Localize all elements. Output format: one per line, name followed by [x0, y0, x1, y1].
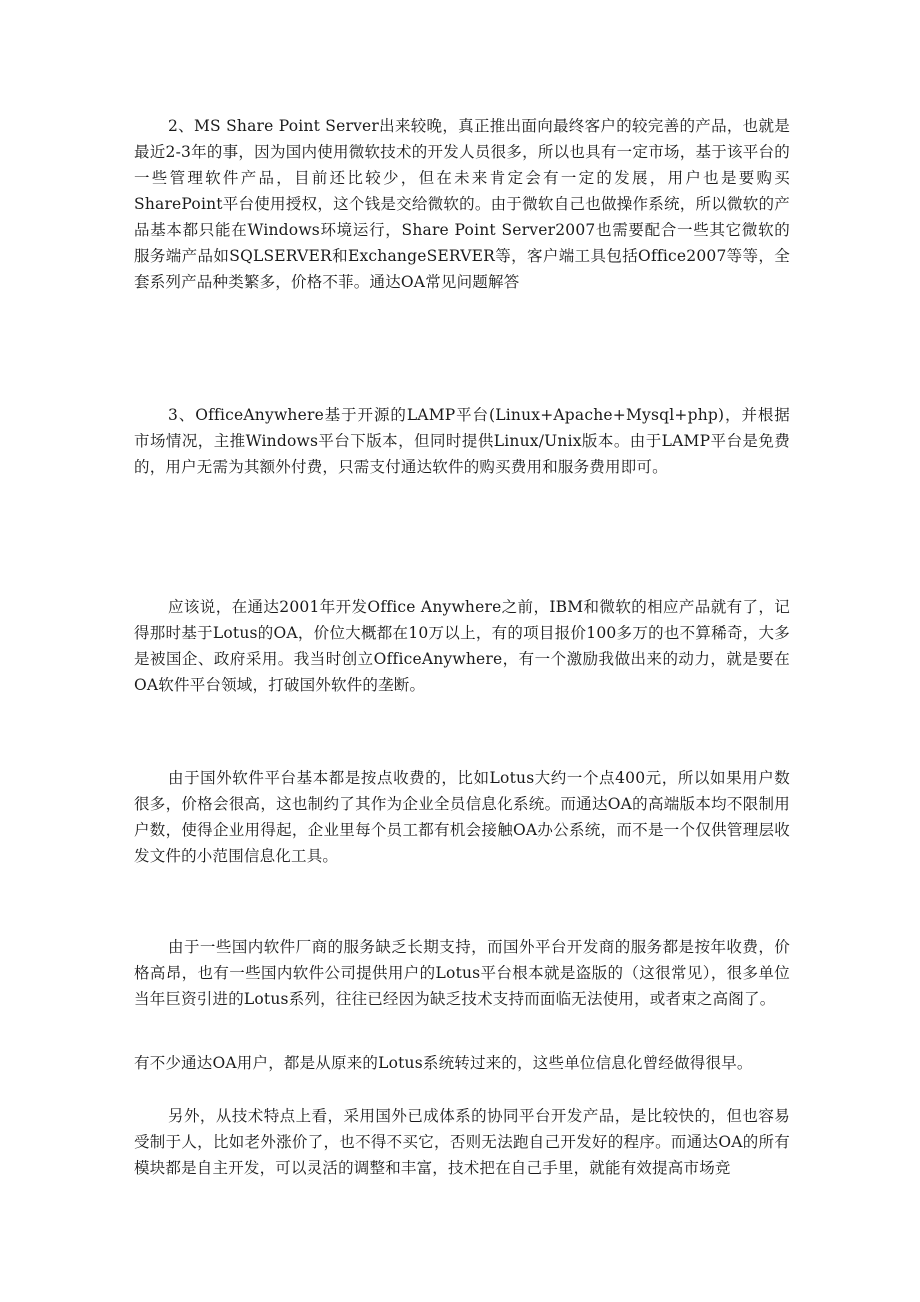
paragraph-technology: 另外，从技术特点上看，采用国外已成体系的协同平台开发产品，是比较快的，但也容易受制于人，比如老外涨价了，也不得不买它，否则无法跑自己开发好的程序。而通达OA的所有模块都是自主开发，可以灵活的调整和丰富，技术把在自己手里，就能有效提高市场竞	[134, 1107, 790, 1177]
paragraph-officeanywhere-lamp: 3、OfficeAnywhere基于开源的LAMP平台(Linux+Apache+Mysql+php)，并根据市场情况，主推Windows平台下版本，但同时提供Linux/Unix版本。由于LAMP平台是免费的，用户无需为其额外付费，只需支付通达软件的购买费用和服务费用即可。	[134, 406, 790, 476]
paragraph-service: 由于一些国内软件厂商的服务缺乏长期支持，而国外平台开发商的服务都是按年收费，价格高昂，也有一些国内软件公司提供用户的Lotus平台根本就是盗版的（这很常见），很多单位当年巨资引进的Lotus系列，往往已经因为缺乏技术支持而面临无法使用，或者束之高阁了。	[134, 938, 790, 1008]
paragraph-sharepoint: 2、MS Share Point Server出来较晚，真正推出面向最终客户的较完善的产品，也就是最近2-3年的事，因为国内使用微软技术的开发人员很多，所以也具有一定市场，基于该平台的一些管理软件产品，目前还比较少，但在未来肯定会有一定的发展，用户也是要购买SharePoint平台使用授权，这个钱是交给微软的。由于微软自己也做操作系统，所以微软的产品基本都只能在Windows环境运行，Share Point Server2007也需要配合一些其它微软的服务端产品如SQLSERVER和ExchangeSERVER等，客户端工具包括Office2007等等，全套系列产品种类繁多，价格不菲。通达OA常见问题解答	[134, 117, 790, 291]
paragraph-history: 应该说，在通达2001年开发Office Anywhere之前，IBM和微软的相应产品就有了，记得那时基于Lotus的OA，价位大概都在10万以上，有的项目报价100多万的也不算稀奇，大多是被国企、政府采用。我当时创立OfficeAnywhere，有一个激励我做出来的动力，就是要在OA软件平台领域，打破国外软件的垄断。	[134, 598, 790, 694]
paragraph-lotus-users: 有不少通达OA用户，都是从原来的Lotus系统转过来的，这些单位信息化曾经做得很早。	[134, 1054, 753, 1072]
paragraph-pricing: 由于国外软件平台基本都是按点收费的，比如Lotus大约一个点400元，所以如果用户数很多，价格会很高，这也制约了其作为企业全员信息化系统。而通达OA的高端版本均不限制用户数，使得企业用得起，企业里每个员工都有机会接触OA办公系统，而不是一个仅供管理层收发文件的小范围信息化工具。	[134, 769, 790, 865]
